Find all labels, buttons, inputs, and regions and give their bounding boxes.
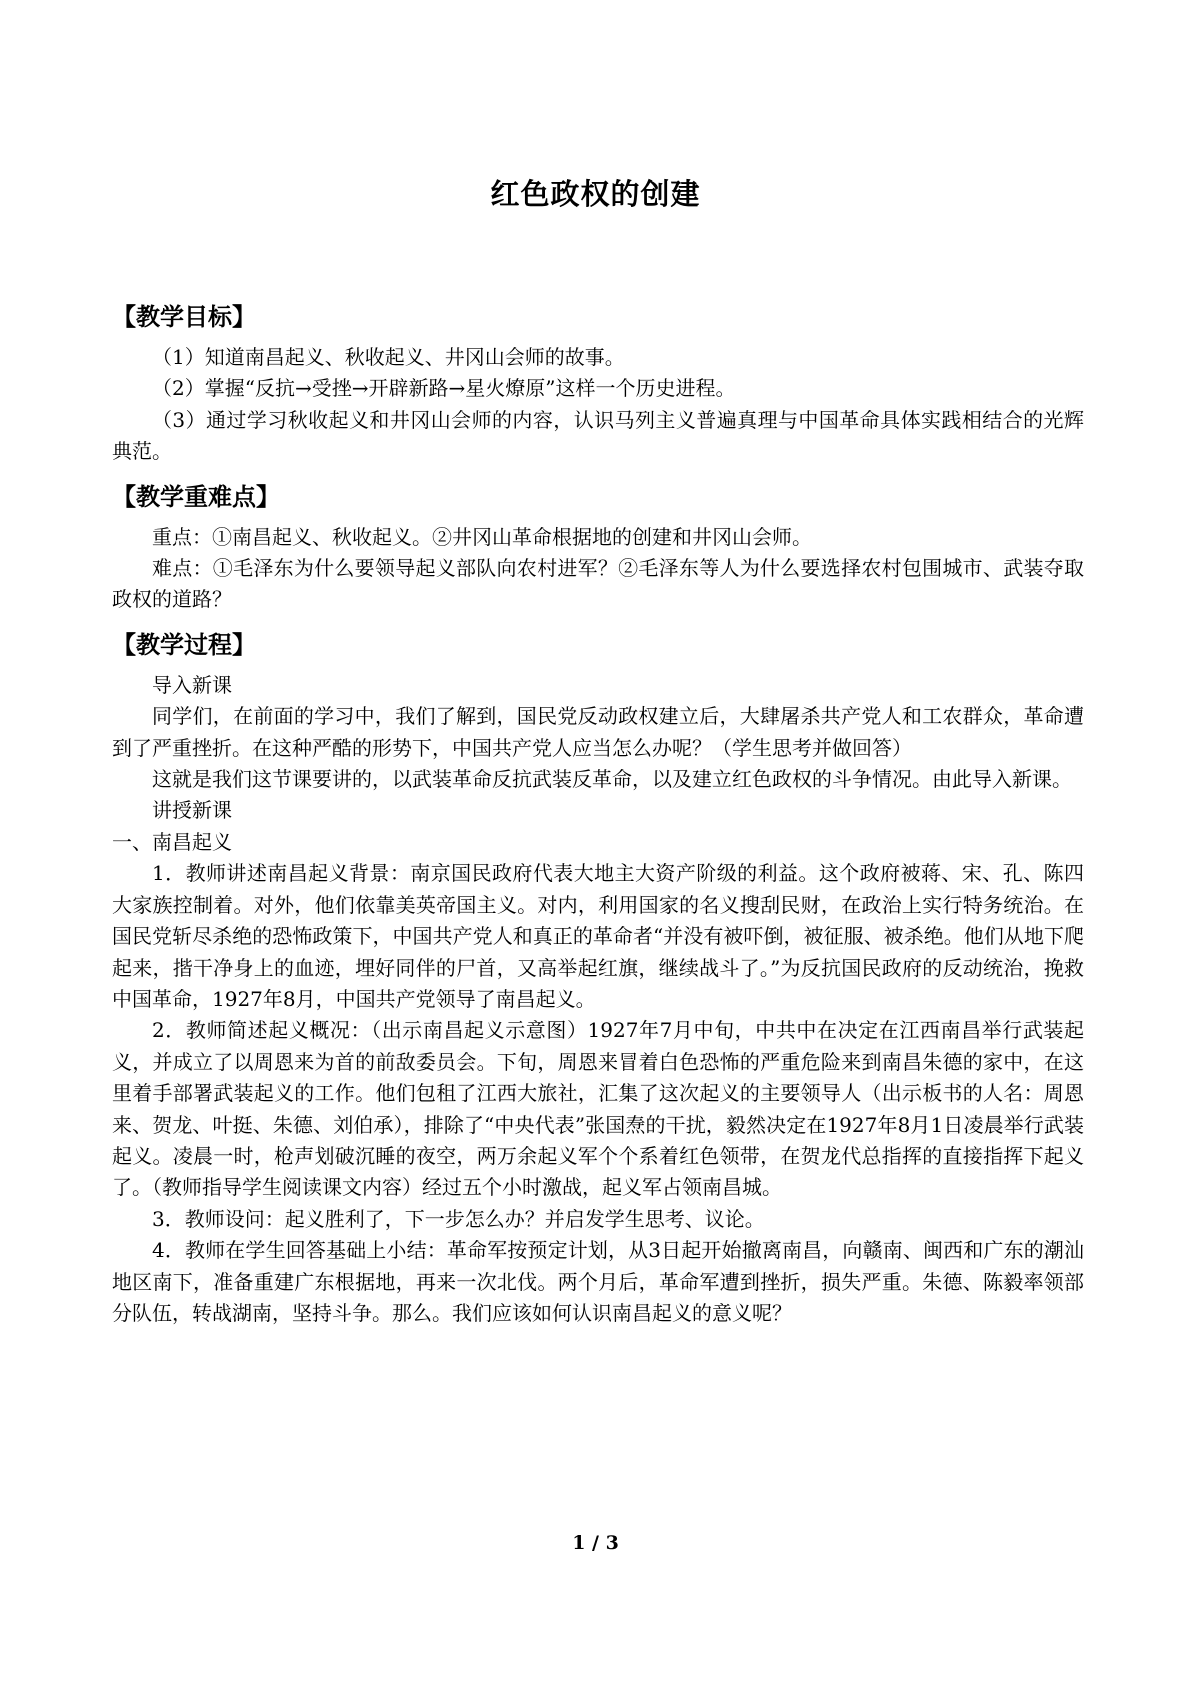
paragraph: 3．教师设问：起义胜利了，下一步怎么办？并启发学生思考、议论。 xyxy=(152,1206,765,1231)
section-key-points xyxy=(112,480,1084,616)
document-title: 红色政权的创建 xyxy=(490,177,701,211)
paragraph: 4．教师在学生回答基础上小结：革命军按预定计划，从3日起开始撤离南昌，向赣南、闽西和广东的潮汕地区南下，准备重建广东根据地，再来一次北伐。两个月后，革命军遭到挫折，损失严重。朱德、陈毅率领部分队伍，转战湖南，坚持斗争。那么。我们应该如何认识南昌起义的意义呢？ xyxy=(112,1238,1084,1325)
paragraph: 同学们，在前面的学习中，我们了解到，国民党反动政权建立后，大肆屠杀共产党人和工农群众，革命遭到了严重挫折。在这种严酷的形势下，中国共产党人应当怎么办呢？（学生思考并做回答） xyxy=(112,704,1084,760)
paragraph: 导入新课 xyxy=(152,672,232,697)
paragraph: 1．教师讲述南昌起义背景：南京国民政府代表大地主大资产阶级的利益。这个政府被蒋、宋、孔、陈四大家族控制着。对外，他们依靠美英帝国主义。对内，利用国家的名义搜刮民财，在政治上实行特务统治。在国民党斩尽杀绝的恐怖政策下，中国共产党人和真正的革命者“并没有被吓倒，被征服、被杀绝。他们从地下爬起来，揩干净身上的血迹，埋好同伴的尸首，又高举起红旗，继续战斗了。”为反抗国民政府的反动统治，挽救中国革命，1927年8月，中国共产党领导了南昌起义。 xyxy=(112,861,1084,1011)
section-teaching-goals xyxy=(112,300,1084,468)
paragraph: （2）掌握“反抗→受挫→开辟新路→星火燎原”这样一个历史进程。 xyxy=(152,376,736,401)
paragraph: （1）知道南昌起义、秋收起义、井冈山会师的故事。 xyxy=(152,345,625,369)
section-heading: 【教学过程】 xyxy=(112,630,256,659)
paragraph: 这就是我们这节课要讲的，以武装革命反抗武装反革命，以及建立红色政权的斗争情况。由此导入新课。 xyxy=(152,767,1072,792)
paragraph: 2．教师简述起义概况：（出示南昌起义示意图）1927年7月中旬，中共中在决定在江西南昌举行武装起义，并成立了以周恩来为首的前敌委员会。下旬，周恩来冒着白色恐怖的严重危险来到南昌朱德的家中，在这里着手部署武装起义的工作。他们包租了江西大旅社，汇集了这次起义的主要领导人（出示板书的人名：周恩来、贺龙、叶挺、朱德、刘伯承），排除了“中央代表”张国焘的干扰，毅然决定在1927年8月1日凌晨举行武装起义。凌晨一时，枪声划破沉睡的夜空，两万余起义军个个系着红色领带，在贺龙代总指挥的直接指挥下起义了。（教师指导学生阅读课文内容）经过五个小时激战，起义军占领南昌城。 xyxy=(112,1018,1084,1200)
paragraph: 讲授新课 xyxy=(152,798,232,823)
section-heading: 【教学重难点】 xyxy=(112,482,280,511)
subsection-heading: 一、南昌起义 xyxy=(112,829,232,854)
paragraph: 难点：①毛泽东为什么要领导起义部队向农村进军？②毛泽东等人为什么要选择农村包围城市、武装夺取政权的道路？ xyxy=(112,556,1084,612)
section-teaching-process xyxy=(112,628,1084,1330)
page-number: 1 / 3 xyxy=(572,1532,619,1554)
section-heading: 【教学目标】 xyxy=(112,303,256,331)
paragraph: （3）通过学习秋收起义和井冈山会师的内容，认识马列主义普遍真理与中国革命具体实践相结合的光辉典范。 xyxy=(112,407,1084,464)
document-body xyxy=(112,300,1084,1329)
paragraph: 重点：①南昌起义、秋收起义。②井冈山革命根据地的创建和井冈山会师。 xyxy=(152,524,812,549)
